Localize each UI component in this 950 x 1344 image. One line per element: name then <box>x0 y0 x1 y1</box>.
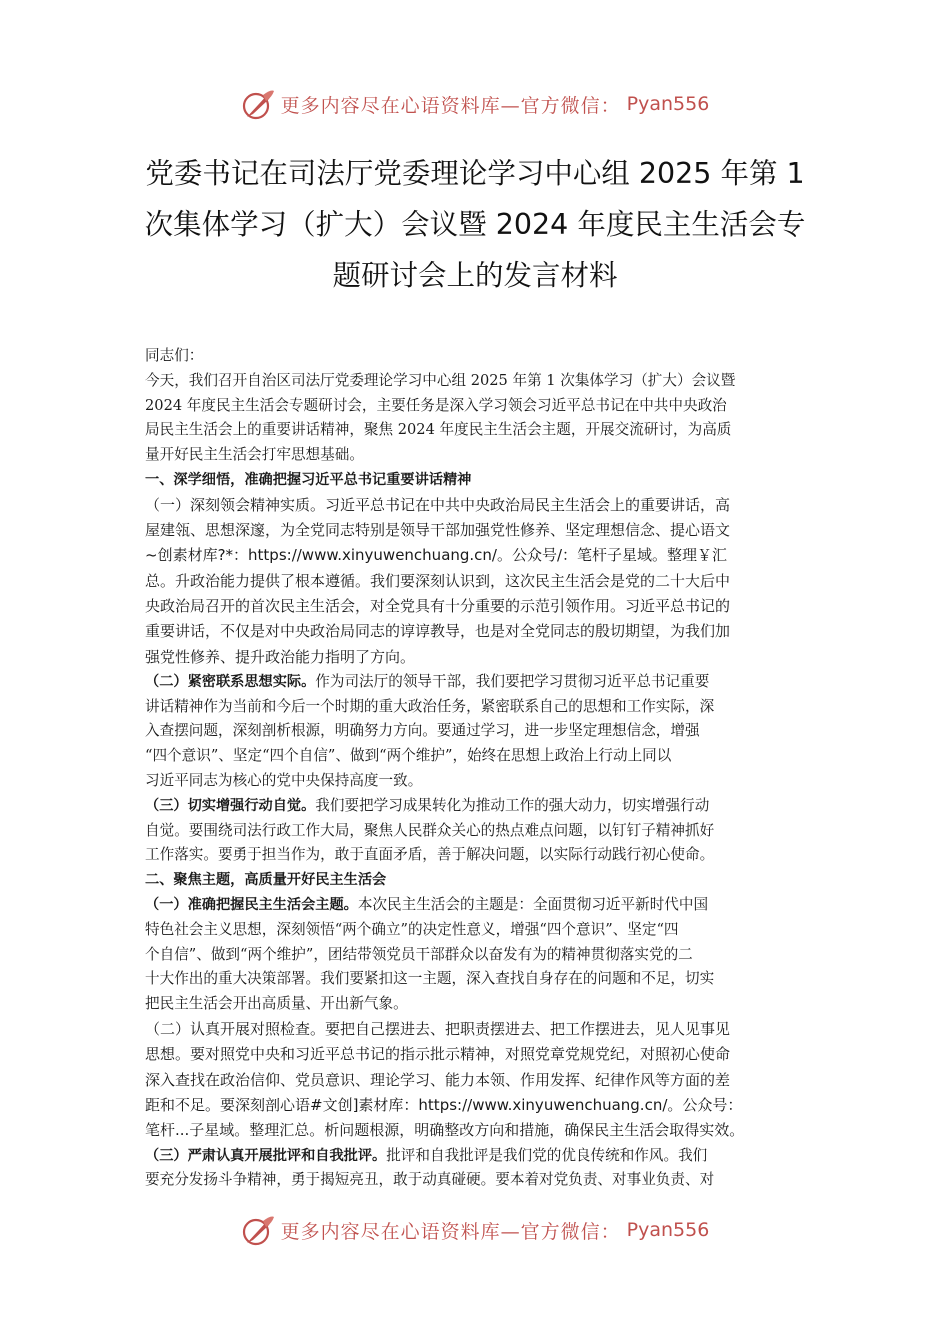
title-line: 次集体学习（扩大）会议暨 2024 年度民主生活会专 <box>144 208 806 241</box>
title-line: 题研讨会上的发言材料 <box>332 259 618 292</box>
greeting: 同志们： <box>145 347 204 364</box>
paragraph-lead: （二）紧密联系思想实际。 <box>145 673 316 690</box>
banner-text: 更多内容尽在心语资料库—官方微信： <box>280 94 621 117</box>
footer-banner <box>0 1210 950 1250</box>
document-body <box>145 344 807 1193</box>
section1-paragraph-1: （一）深刻领会精神实质。习近平总书记在中共中央政治局民主生活会上的重要讲话，高 屋建瓴、思想深邃，为全党同志特别是领导干部加强党性修养、坚定理想信念、提心语文 ~创素材库?*：https://www.xinyuwenchuang.cn/。公众号/：笔杆子星域。整理￥汇 总。升政治能力提供了根本遵循。我们要深刻认识到，这次民主生活会是党的二十大后中 央政治局召开的首次民主生活会，对全党具有十分重要的示范引领作用。习近平总书记的 重要讲话，不仅是对中央政治局同志的谆谆教导，也是对全党同志的殷切期望，为我们加 强党性修养、提升政治能力指明了方向。 <box>145 495 731 666</box>
quill-logo-icon <box>241 1213 275 1247</box>
paragraph-lead: （一）准确把握民主生活会主题。 <box>145 897 358 914</box>
section-heading-1: 一、深学细悟，准确把握习近平总书记重要讲话精神 <box>145 471 472 488</box>
section2-paragraph-3: （三）严肃认真开展批评和自我批评。批评和自我批评是我们党的优良传统和作风。我们 要充分发扬斗争精神，勇于揭短亮丑，敢于动真碰硬。要本着对党负责、对事业负责、对 <box>145 1146 715 1189</box>
section2-paragraph-1: （一）准确把握民主生活会主题。本次民主生活会的主题是：全面贯彻习近平新时代中国 特色社会主义思想，深刻领悟“两个确立”的决定性意义，增强“四个意识”、坚定“四 个自信”、做到“两个维护”，团结带领党员干部群众以奋发有为的精神贯彻落实党的二 十大作出的重大决策部署。我们要紧扣这一主题，深入查找自身存在的问题和不足，切实 把民主生活会开出高质量、开出新气象。 <box>145 896 715 1013</box>
header-banner <box>0 84 950 124</box>
banner-wechat-id: Pyan556 <box>626 93 710 115</box>
banner-wechat-id: Pyan556 <box>626 1219 710 1241</box>
document-title <box>130 148 820 301</box>
paragraph-lead: （三）严肃认真开展批评和自我批评。 <box>145 1147 387 1164</box>
section-heading-2: 二、聚焦主题，高质量开好民主生活会 <box>145 872 387 889</box>
intro-paragraph: 今天，我们召开自治区司法厅党委理论学习中心组 2025 年第 1 次集体学习（扩大）会议暨 2024 年度民主生活会专题研讨会，主要任务是深入学习领会习近平总书记在中共中央政治 局民主生活会上的重要讲话精神，聚焦 2024 年度民主生活会主题，开展交流研讨，为高质 量开好民主生活会打牢思想基础。 <box>145 371 736 464</box>
quill-logo-icon <box>241 87 275 121</box>
title-line: 党委书记在司法厅党委理论学习中心组 2025 年第 1 <box>145 157 805 190</box>
section2-paragraph-2: （二）认真开展对照检查。要把自己摆进去、把职责摆进去、把工作摆进去，见人见事见 思想。要对照党中央和习近平总书记的指示批示精神，对照党章党规党纪，对照初心使命 深入查找在政治信仰、党员意识、理论学习、能力本领、作用发挥、纪律作风等方面的差 距和不足。要深刻剖心语#文创]素材库：https://www.xinyuwenchuang.cn/。公众号： 笔杆...子星域。整理汇总。析问题根源，明确整改方向和措施，确保民主生活会取得实效。 <box>145 1020 745 1140</box>
paragraph-lead: （三）切实增强行动自觉。 <box>145 797 316 814</box>
section1-paragraph-3: （三）切实增强行动自觉。我们要把学习成果转化为推动工作的强大动力，切实增强行动 自觉。要围绕司法行政工作大局，聚焦人民群众关心的热点难点问题，以钉钉子精神抓好 工作落实。要勇于担当作为，敢于直面矛盾，善于解决问题，以实际行动践行初心使命。 <box>145 796 715 864</box>
section1-paragraph-2: （二）紧密联系思想实际。作为司法厅的领导干部，我们要把学习贯彻习近平总书记重要 讲话精神作为当前和今后一个时期的重大政治任务，紧密联系自己的思想和工作实际，深 入查摆问题，深刻剖析根源，明确努力方向。要通过学习，进一步坚定理想信念，增强 “四个意识”、坚定“四个自信”、做到“两个维护”，始终在思想上政治上行动上同以 习近平同志为核心的党中央保持高度一致。 <box>145 672 715 790</box>
banner-text: 更多内容尽在心语资料库—官方微信： <box>280 1220 621 1243</box>
